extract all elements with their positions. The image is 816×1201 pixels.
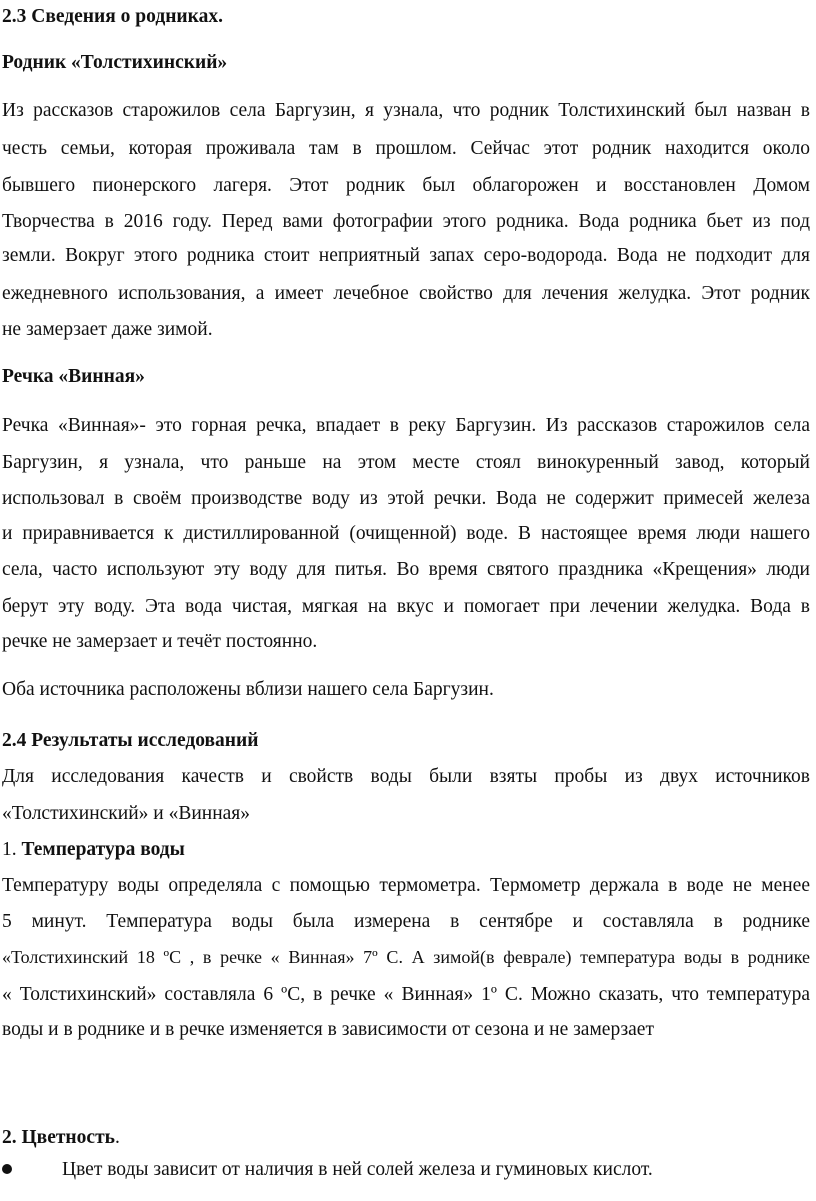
both-sources-sentence: Оба источника расположены вблизи нашего села Баргузин. — [2, 679, 494, 700]
section-heading-2-3: 2.3 Сведения о родниках. — [2, 6, 223, 27]
paragraph-line: «Толстихинский» и «Винная» — [2, 803, 251, 824]
item-number: 1. — [2, 839, 17, 860]
paragraph-line: «Толстихинский 18 ºC , в речке « Винная» 7º C. А зимой(в феврале) температура воды в роднике — [2, 947, 810, 967]
paragraph-line: Баргузин, я узнала, что раньше на этом месте стоял винокуренный завод, который — [2, 452, 810, 473]
paragraph-line: села, часто используют эту воду для питья. Во время святого праздника «Крещения» люди — [2, 559, 810, 580]
item-temperature-heading — [2, 840, 185, 860]
item-title: Цветность — [21, 1127, 115, 1148]
bullet-item: Цвет воды зависит от наличия в ней солей железа и гуминовых кислот. — [62, 1159, 653, 1180]
paragraph-line: земли. Вокруг этого родника стоит неприятный запах серо-водорода. Вода не подходит для — [2, 245, 810, 266]
paragraph-line: бывшего пионерского лагеря. Этот родник был облагорожен и восстановлен Домом — [2, 175, 810, 196]
river-vinnaya-title: Речка «Винная» — [2, 366, 145, 387]
paragraph-line: ежедневного использования, а имеет лечебное свойство для лечения желудка. Этот родник — [2, 283, 810, 304]
paragraph-line: Для исследования качеств и свойств воды были взяты пробы из двух источников — [2, 766, 810, 787]
paragraph-line: речке не замерзает и течёт постоянно. — [2, 631, 318, 652]
paragraph-line: воды и в роднике и в речке изменяется в зависимости от сезона и не замерзает — [2, 1019, 654, 1040]
paragraph-line: и приравнивается к дистиллированной (очищенной) воде. В настоящее время люди нашего — [2, 523, 810, 544]
item-number: 2. — [2, 1127, 17, 1148]
spring-tolstikhinsky-title: Родник «Толстихинский» — [2, 52, 228, 73]
section-heading-2-4: 2.4 Результаты исследований — [2, 730, 259, 751]
paragraph-line: Речка «Винная»- это горная речка, впадает в реку Баргузин. Из рассказов старожилов села — [2, 415, 810, 436]
paragraph-line: берут эту воду. Эта вода чистая, мягкая на вкус и помогает при лечении желудка. Вода в — [2, 596, 810, 617]
item-color-heading — [2, 1128, 120, 1148]
paragraph-line: « Толстихинский» составляла 6 ºC, в речке « Винная» 1º C. Можно сказать, что температура — [2, 984, 810, 1005]
paragraph-line: Из рассказов старожилов села Баргузин, я узнала, что родник Толстихинский был назван в — [2, 100, 810, 121]
paragraph-line: 5 минут. Температура воды была измерена в сентябре и составляла в роднике — [2, 911, 810, 932]
paragraph-line: не замерзает даже зимой. — [2, 319, 213, 340]
paragraph-line: Творчества в 2016 году. Перед вами фотографии этого родника. Вода родника бьет из под — [2, 211, 810, 232]
item-period: . — [114, 1127, 120, 1148]
paragraph-line: использовал в своём производстве воду из этой речки. Вода не содержит примесей железа — [2, 488, 810, 509]
bullet-icon — [2, 1164, 12, 1174]
paragraph-line: Температуру воды определяла с помощью термометра. Термометр держала в воде не менее — [2, 875, 810, 896]
item-title: Температура воды — [21, 839, 185, 860]
paragraph-line: честь семьи, которая проживала там в прошлом. Сейчас этот родник находится около — [2, 138, 810, 159]
